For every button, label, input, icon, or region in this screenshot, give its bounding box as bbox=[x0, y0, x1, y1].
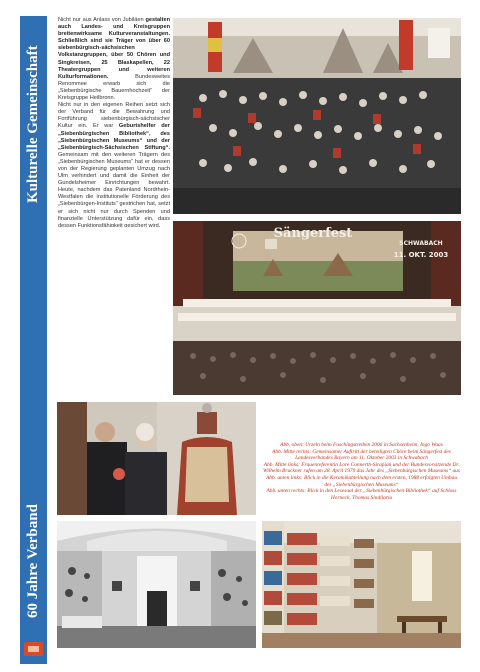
banner-date: 11. OKT. 2003 bbox=[393, 251, 449, 259]
banner-place: SCHWABACH bbox=[399, 240, 443, 247]
page-badge-icon bbox=[24, 642, 43, 656]
photo-saengerfest-choir bbox=[173, 221, 461, 395]
photo-museum-ceramics bbox=[57, 521, 256, 648]
paragraph-1-bold: gestalten auch Landes- und Kreisgruppen breitenwirksame Kulturveranstaltungen. Schließlich sind sie Träger von über 60 siebenbürgisch-sächsischen Volkstanzgruppen, über 50 Chören und Singkreisen, 25 Blaskapellen, 22 Theatergruppen und weiteren Kulturformationen. bbox=[58, 17, 170, 80]
photo-captions bbox=[262, 442, 461, 516]
caption-bottom-left: Abb. unten links: Blick in die Keramikabteilung nach dem ersten, 1988 erfolgten Umbau des „Siebenbürgischen Museums“ bbox=[265, 474, 458, 488]
anniversary-title: 60 Jahre Verband bbox=[25, 504, 41, 618]
paragraph-2-bold: Geburtshelfer der „Siebenbürgischen Bibliothek“, des „Siebenbürgischen Museums“ und der „Siebenbürgisch-Sächsischen Stiftung“. bbox=[58, 123, 170, 151]
section-title: Kulturelle Gemeinschaft bbox=[25, 45, 41, 203]
caption-bottom-right: Abb. unten rechts: Blick in den Lesesaal der „Siebenbürgischen Bibliothek“ auf Schloss Horneck, Thomas Sindilariu bbox=[266, 488, 457, 501]
paragraph-2-rest: Gemeinsam mit den weiteren Trägern des „Siebenbürgischen Museums“ hat er dessen von der Regierung geplanten Umzug nach Ulm verhindert und damit die Einheit der Gundelsheimer Einrichtungen bewahrt. Heute, nachdem das Patenland Nordrhein-Westfalen die institutionelle Förderung des „Siebenbürgen-Instituts“ gestrichen hat, setzt er sich nicht nur durch Spenden und finanzielle Unterstützung dafür ein, dass dessen Funktionsfähigkeit gesichert wird. bbox=[58, 151, 170, 227]
caption-middle-right: Abb. Mitte rechts: Gemeinsamer Auftritt der beteiligten Chöre beim Sängerfest des Landesverbandes Bayern am 11. Oktober 2003 in Schwabach bbox=[272, 448, 451, 462]
photo-urzeln-crowd bbox=[173, 18, 461, 214]
paragraph-2-lead: Nicht nur in den eigenen Reihen setzt sich der Verband für die Bewahrung und Fortführung siebenbürgisch-sächsischer Kultur ein. Er war bbox=[58, 102, 170, 130]
photo-library-reading-room bbox=[262, 521, 461, 648]
sidebar-bar bbox=[20, 16, 47, 664]
banner-title: Sängerfest bbox=[273, 226, 353, 241]
photo-museum-year-proclamation bbox=[57, 402, 256, 515]
paragraph-1-rest: Bundesweites Renommee erwarb sich die „Siebenbürgische Bauernhochzeit“ der Kreisgruppe Heilbronn. bbox=[58, 73, 170, 102]
caption-top: Abb. oben: Urzeln beim Faschingstreiben 2006 in Sachsenheim, Ingo Waas bbox=[280, 442, 443, 448]
paragraph-1-lead: Nicht nur aus Anlass von Jubiläen bbox=[58, 17, 146, 23]
article-text bbox=[58, 17, 170, 227]
caption-middle-left: Abb. Mitte links: Frauenreferentin Lore Connerth-Sirapian und der Bundesvorsitzende Dr. Wilhelm Bruckner rufen am 28. April 1979 das Jahr des „Siebenbürgischen Museums“ aus bbox=[263, 461, 460, 475]
